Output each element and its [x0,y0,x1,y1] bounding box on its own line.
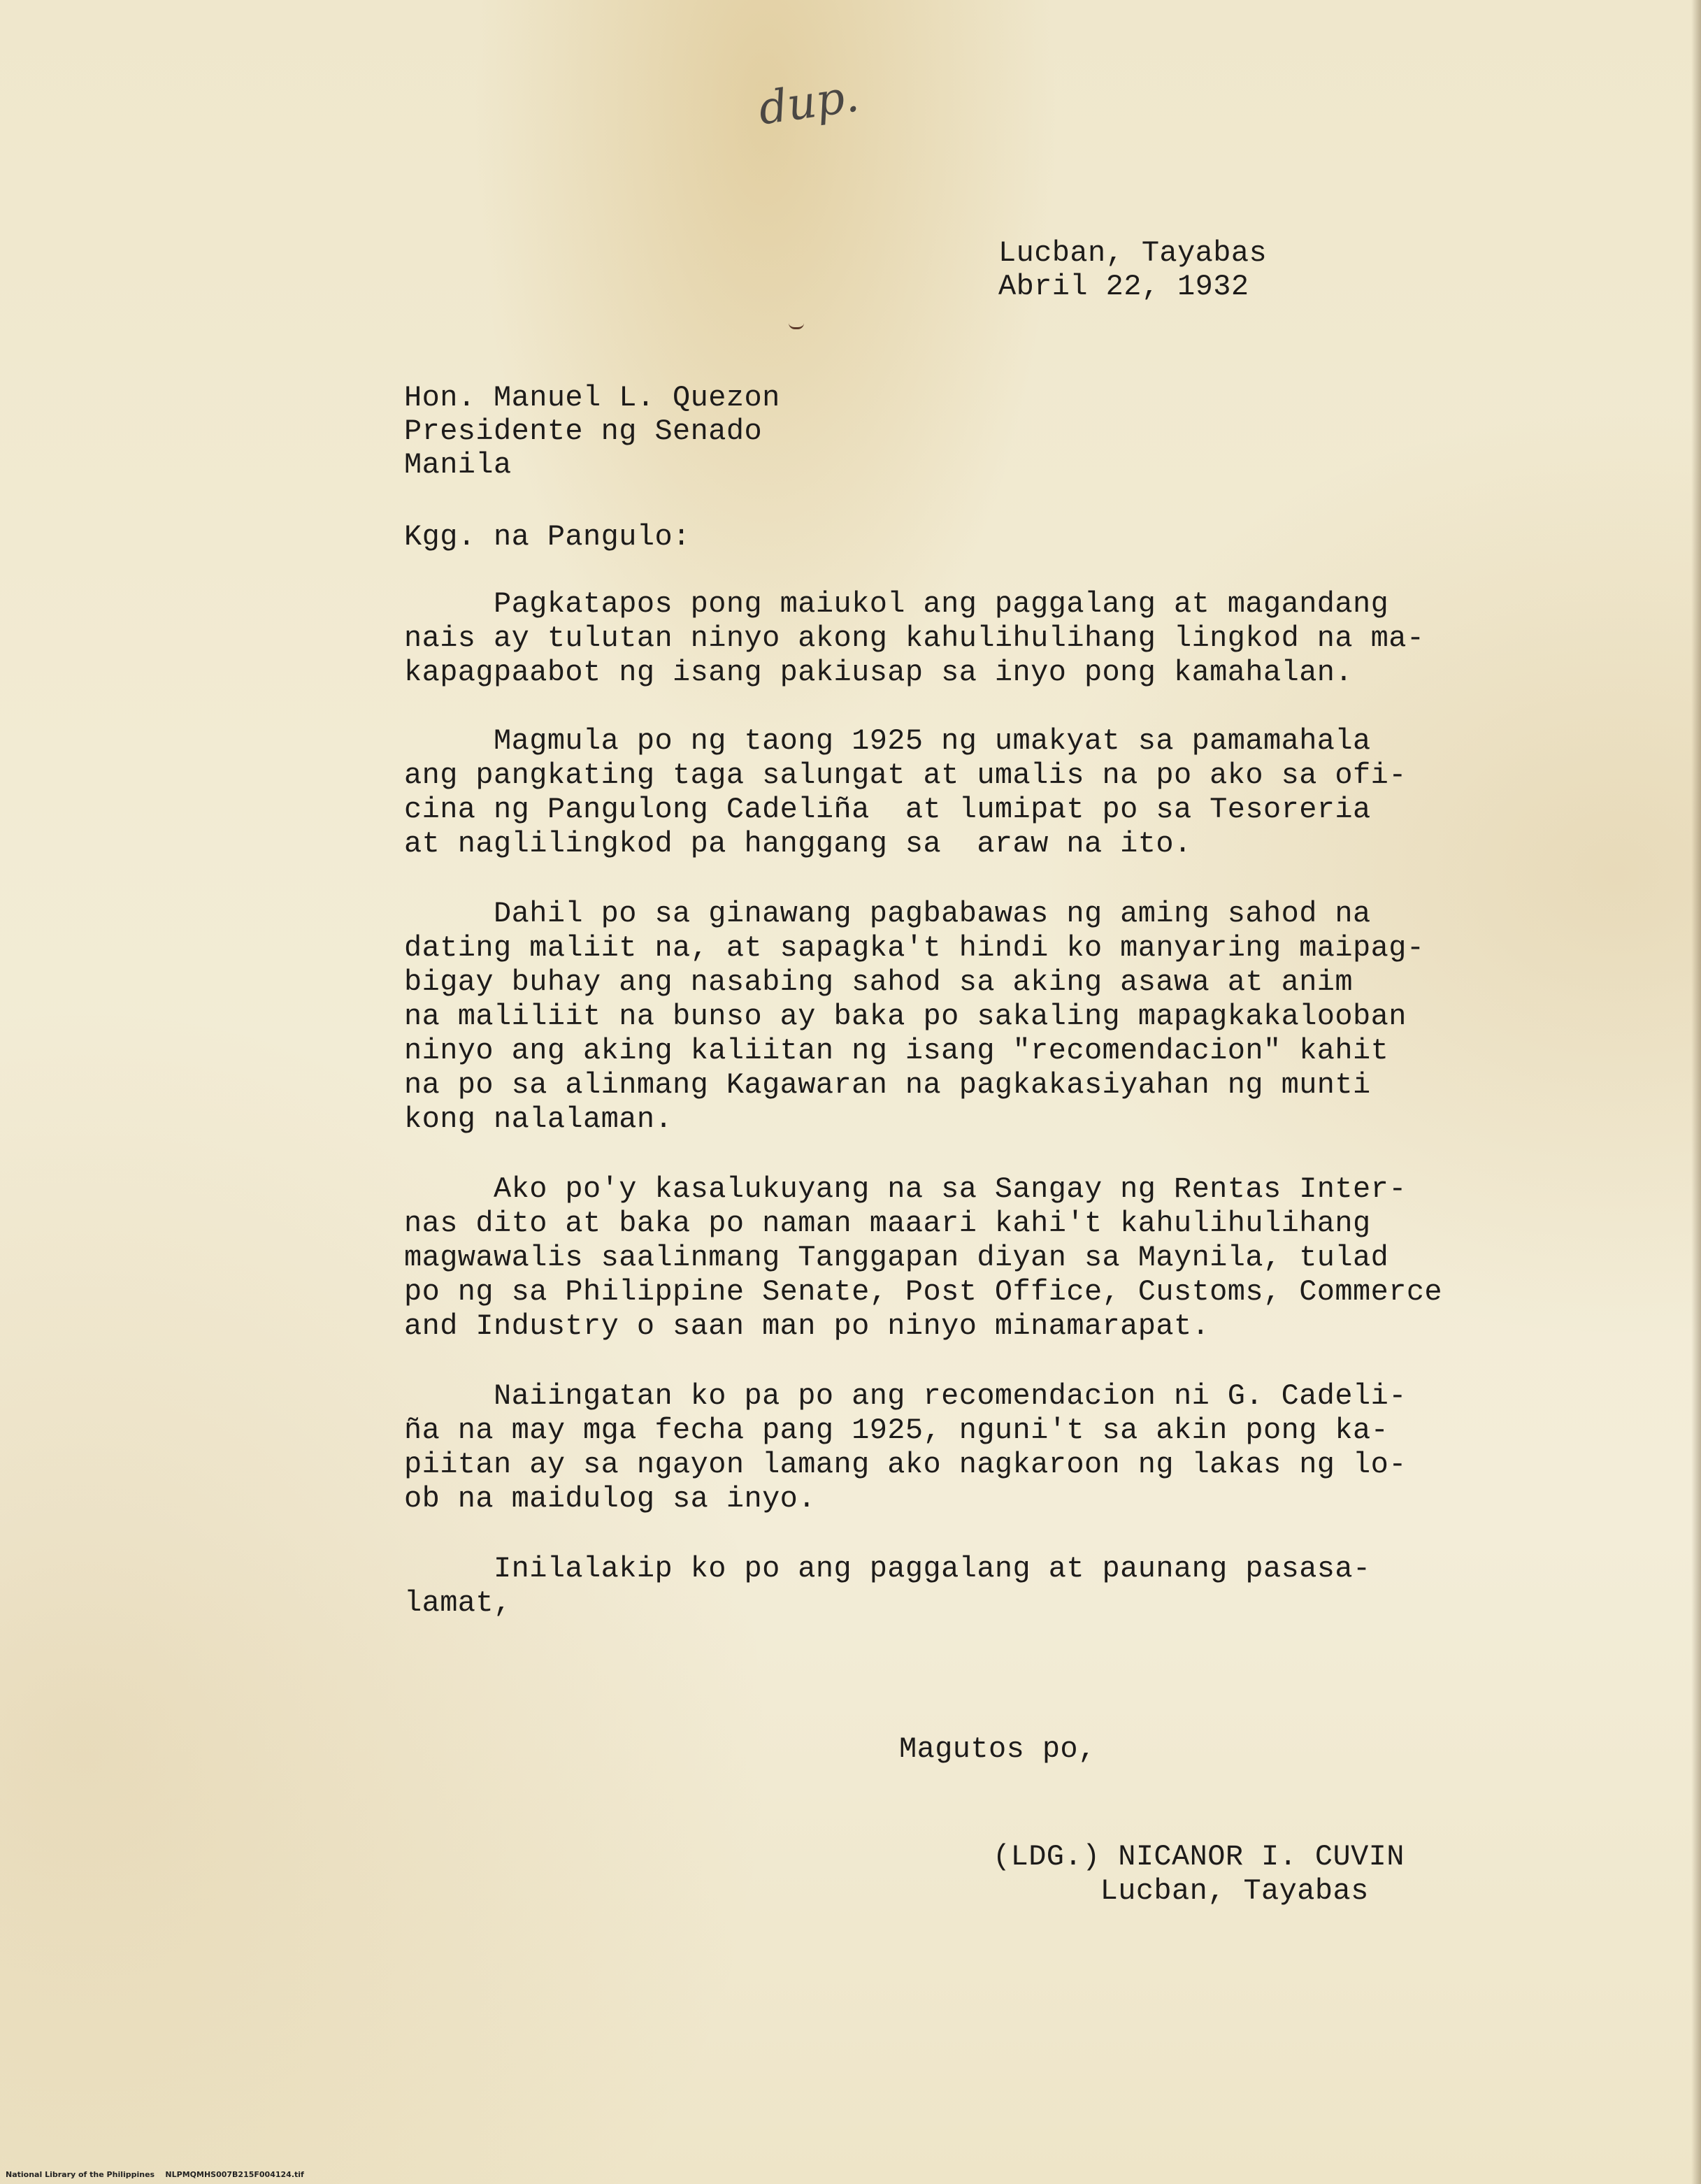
closing: Magutos po, [899,1732,1096,1766]
body-line: kong nalalaman. [404,1102,673,1136]
body-line: na po sa alinmang Kagawaran na pagkakasiyahan ng munti [404,1068,1371,1102]
body-line: bigay buhay ang nasabing sahod sa aking asawa at anim [404,965,1354,999]
body-line: Dahil po sa ginawang pagbabawas ng aming sahod na [404,897,1371,931]
body-line: magwawalis saalinmang Tanggapan diyan sa Maynila, tulad [404,1241,1389,1274]
body-line: cina ng Pangulong Cadeliña at lumipat po sa Tesoreria [404,793,1371,826]
body-line: Inilalakip ko po ang paggalang at paunang pasasa- [404,1552,1371,1586]
salutation: Kgg. na Pangulo: [404,520,691,554]
header-place: Lucban, Tayabas [998,236,1268,270]
body-line: lamat, [404,1586,512,1620]
paper-edge-shadow [1691,0,1701,2184]
signature-place: Lucban, Tayabas [993,1874,1369,1908]
body-line: ang pangkating taga salungat at umalis na po ako sa ofi- [404,759,1407,792]
body-line: and Industry o saan man po ninyo minamarapat. [404,1309,1210,1343]
header-date: Abril 22, 1932 [998,270,1249,303]
body-line: nas dito at baka po naman maaari kahi't kahulihulihang [404,1207,1371,1240]
recipient-name: Hon. Manuel L. Quezon [404,381,780,415]
archive-footer: National Library of the Philippines NLPMQMHS007B215F004124.tif [6,2170,304,2179]
body-line: dating maliit na, at sapagka't hindi ko manyaring maipag- [404,931,1425,965]
handwritten-annotation: dup. [755,70,862,136]
recipient-title: Presidente ng Senado [404,415,763,448]
body-line: Pagkatapos pong maiukol ang paggalang at magandang [404,587,1389,621]
body-line: po ng sa Philippine Senate, Post Office, Customs, Commerce [404,1275,1443,1309]
body-line: Magmula po ng taong 1925 ng umakyat sa pamamahala [404,724,1371,758]
body-line: kapagpaabot ng isang pakiusap sa inyo pong kamahalan. [404,656,1354,689]
signature-name: (LDG.) NICANOR I. CUVIN [993,1840,1405,1874]
body-line: at naglilingkod pa hanggang sa araw na ito. [404,827,1192,861]
ink-mark [789,323,804,329]
body-line: na maliliit na bunso ay baka po sakaling mapagkakalooban [404,1000,1407,1033]
body-line: Ako po'y kasalukuyang na sa Sangay ng Rentas Inter- [404,1172,1407,1206]
body-line: ninyo ang aking kaliitan ng isang "recomendacion" kahit [404,1034,1389,1068]
recipient-city: Manila [404,448,512,482]
body-line: Naiingatan ko pa po ang recomendacion ni G. Cadeli- [404,1379,1407,1413]
body-line: ob na maidulog sa inyo. [404,1482,816,1516]
body-line: nais ay tulutan ninyo akong kahulihulihang lingkod na ma- [404,622,1425,655]
body-line: ña na may mga fecha pang 1925, nguni't sa akin pong ka- [404,1414,1389,1447]
body-line: piitan ay sa ngayon lamang ako nagkaroon ng lakas ng lo- [404,1448,1407,1481]
